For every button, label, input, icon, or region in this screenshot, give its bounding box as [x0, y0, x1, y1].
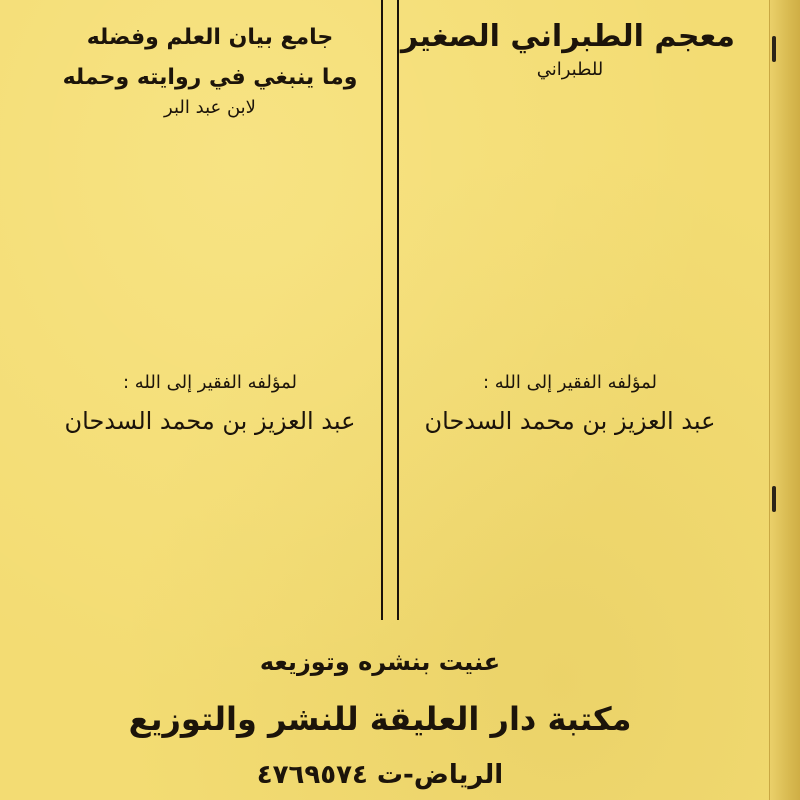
left-author-name: عبد العزيز بن محمد السدحان — [64, 407, 356, 435]
right-author-block — [405, 370, 735, 438]
left-author-block — [45, 370, 375, 438]
left-book-title-line1: جامع بيان العلم وفضله — [86, 25, 334, 50]
publisher-name: مكتبة دار العليقة للنشر والتوزيع — [128, 700, 632, 738]
center-divider-left — [381, 0, 383, 620]
publisher-city-phone: الرياض-ت ٤٧٦٩٥٧٤ — [256, 760, 504, 790]
right-author-name: عبد العزيز بن محمد السدحان — [424, 407, 716, 435]
center-divider-right — [397, 0, 399, 620]
left-book-block — [45, 10, 375, 120]
left-author-label: لمؤلفه الفقير إلى الله : — [122, 372, 298, 393]
staple-top — [772, 36, 776, 62]
left-book-author-short: لابن عبد البر — [164, 97, 256, 118]
spine-edge — [769, 0, 800, 800]
publisher-intro: عنيت بنشره وتوزيعه — [259, 648, 501, 676]
left-book-title-line2: وما ينبغي في روايته وحمله — [62, 65, 358, 90]
right-book-block — [400, 10, 735, 82]
right-book-author-short: للطبراني — [536, 59, 604, 80]
right-book-title: معجم الطبراني الصغير — [400, 19, 735, 54]
right-author-label: لمؤلفه الفقير إلى الله : — [482, 372, 658, 393]
staple-bottom — [772, 486, 776, 512]
